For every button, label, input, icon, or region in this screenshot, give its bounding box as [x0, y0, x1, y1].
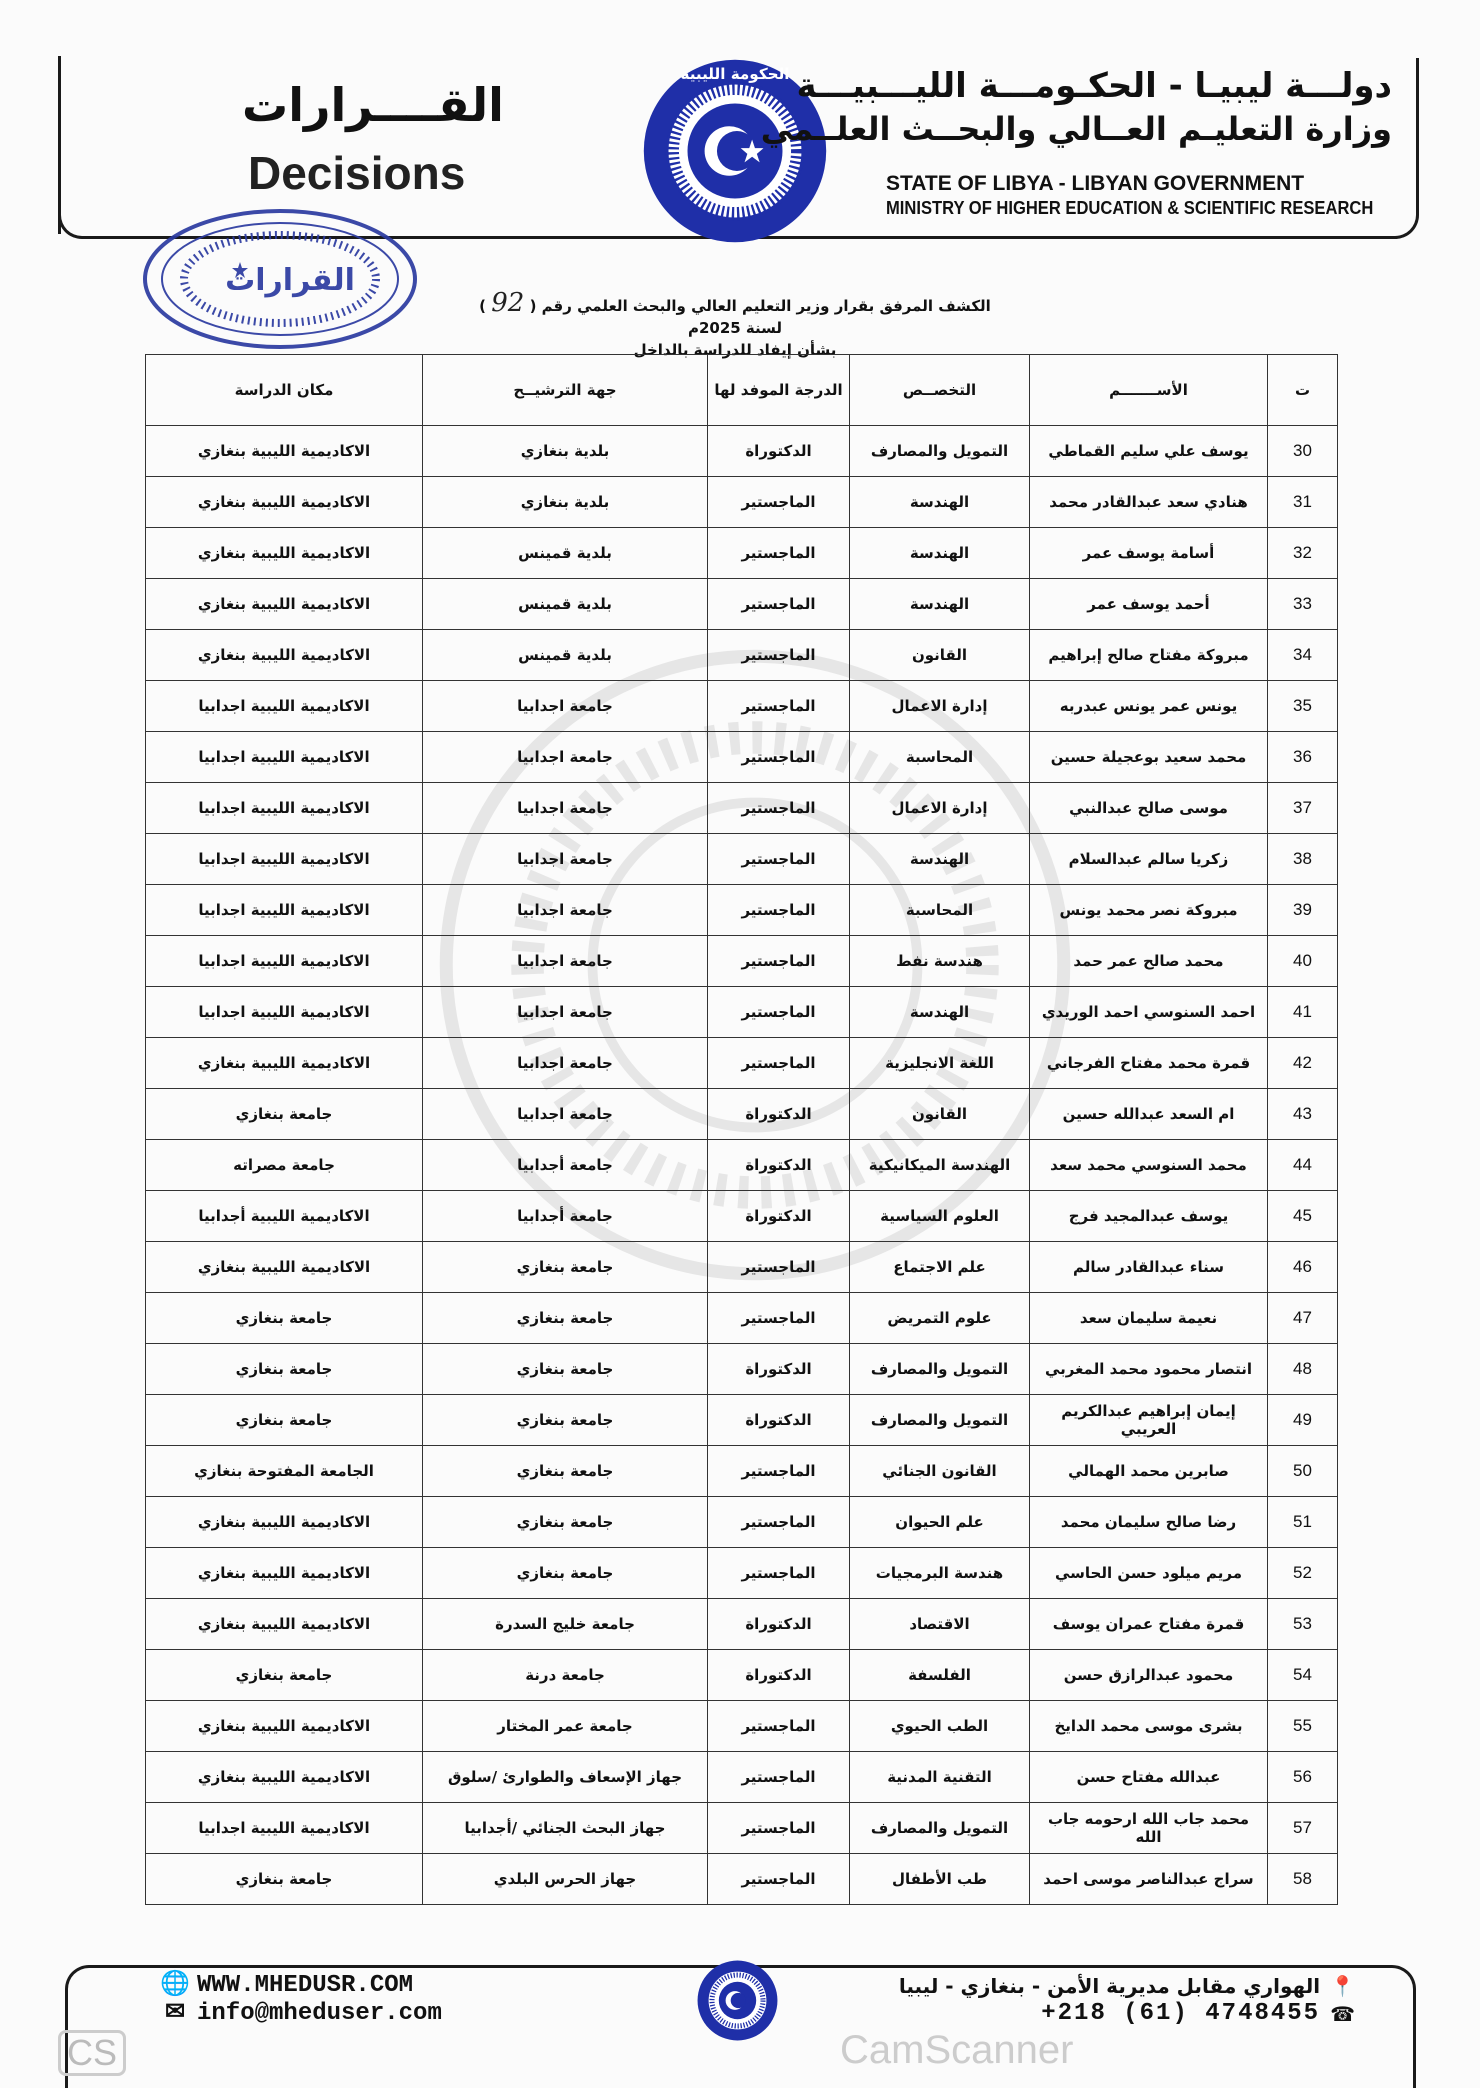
cell-degree: الماجستير — [708, 1548, 850, 1599]
cell-specialization: طب الأطفال — [850, 1854, 1030, 1905]
cell-study-place: جامعة بنغازي — [146, 1395, 423, 1446]
cell-specialization: القانون الجنائي — [850, 1446, 1030, 1497]
cell-degree: الدكتوراة — [708, 1650, 850, 1701]
table-row — [146, 936, 1338, 987]
cell-name: يوسف عبدالمجيد فرج — [1030, 1191, 1268, 1242]
cell-name: سناء عبدالقادر سالم — [1030, 1242, 1268, 1293]
cell-specialization: الهندسة — [850, 987, 1030, 1038]
cell-name: مريم ميلود حسن الحاسي — [1030, 1548, 1268, 1599]
cell-degree: الماجستير — [708, 783, 850, 834]
cell-index: 46 — [1268, 1242, 1338, 1293]
cell-degree: الماجستير — [708, 1293, 850, 1344]
table-row — [146, 885, 1338, 936]
cell-nominator: بلدية بنغازي — [423, 426, 708, 477]
cell-name: هنادي سعد عبدالقادر محمد — [1030, 477, 1268, 528]
cell-nominator: جامعة درنة — [423, 1650, 708, 1701]
caption-after: ) لسنة 2025م — [479, 297, 783, 337]
cell-name: صابرين محمد الهمالي — [1030, 1446, 1268, 1497]
cell-name: عبدالله مفتاح حسن — [1030, 1752, 1268, 1803]
cell-nominator: بلدية قمينس — [423, 630, 708, 681]
cell-index: 35 — [1268, 681, 1338, 732]
cell-degree: الماجستير — [708, 987, 850, 1038]
cell-study-place: جامعة بنغازي — [146, 1344, 423, 1395]
cell-study-place: الاكاديمية الليبية بنغازي — [146, 579, 423, 630]
cell-name: مبروكة مفتاح صالح إبراهيم — [1030, 630, 1268, 681]
address-row — [899, 1972, 1355, 2000]
cell-index: 52 — [1268, 1548, 1338, 1599]
cell-specialization: اللغة الانجليزية — [850, 1038, 1030, 1089]
cell-study-place: الاكاديمية الليبية اجدابيا — [146, 834, 423, 885]
email-link[interactable]: info@mheduser.com — [197, 2000, 442, 2027]
cell-study-place: الاكاديمية الليبية بنغازي — [146, 1599, 423, 1650]
ministry-arabic-title — [761, 66, 1392, 148]
cell-name: قمرة مفتاح عمران يوسف — [1030, 1599, 1268, 1650]
cell-name: رضا صالح سليمان محمد — [1030, 1497, 1268, 1548]
cell-study-place: الاكاديمية الليبية بنغازي — [146, 1242, 423, 1293]
website-link[interactable]: WWW.MHEDUSR.COM — [197, 1972, 414, 1999]
table-row — [146, 1344, 1338, 1395]
cell-name: أسامة يوسف عمر — [1030, 528, 1268, 579]
footer-address — [899, 1972, 1355, 2028]
cell-study-place: الاكاديمية الليبية بنغازي — [146, 477, 423, 528]
cell-specialization: المحاسبة — [850, 885, 1030, 936]
cell-degree: الماجستير — [708, 834, 850, 885]
cell-specialization: الهندسة — [850, 834, 1030, 885]
cell-index: 44 — [1268, 1140, 1338, 1191]
cell-name: محمد جاب الله ارحومه جاب الله — [1030, 1803, 1268, 1854]
caption-before: الكشف المرفق بقرار وزير التعليم العالي والبحث العلمي رقم ( — [529, 297, 991, 315]
cell-nominator: جامعة بنغازي — [423, 1344, 708, 1395]
cell-study-place: الاكاديمية الليبية بنغازي — [146, 1548, 423, 1599]
cell-index: 50 — [1268, 1446, 1338, 1497]
cell-index: 38 — [1268, 834, 1338, 885]
cell-nominator: جامعة عمر المختار — [423, 1701, 708, 1752]
globe-icon: 🌐 — [160, 1972, 190, 1999]
cell-degree: الماجستير — [708, 477, 850, 528]
table-row — [146, 732, 1338, 783]
cell-degree: الماجستير — [708, 1752, 850, 1803]
english-line1: STATE OF LIBYA - LIBYAN GOVERNMENT — [886, 172, 1305, 195]
table-row — [146, 1854, 1338, 1905]
cell-name: محمد سعيد بوعجيلة حسين — [1030, 732, 1268, 783]
cell-specialization: القانون — [850, 1089, 1030, 1140]
emblem-text: الحكومة الليبية — [680, 64, 790, 83]
decisions-title-arabic: القــــرارات — [242, 78, 504, 132]
cell-index: 41 — [1268, 987, 1338, 1038]
cell-index: 40 — [1268, 936, 1338, 987]
cell-name: ام السعد عبدالله حسين — [1030, 1089, 1268, 1140]
cell-study-place: الاكاديمية الليبية اجدابيا — [146, 732, 423, 783]
cell-degree: الماجستير — [708, 1446, 850, 1497]
cell-study-place: الاكاديمية الليبية بنغازي — [146, 1752, 423, 1803]
cell-degree: الماجستير — [708, 1854, 850, 1905]
cell-specialization: التقنية المدنية — [850, 1752, 1030, 1803]
table-row — [146, 1140, 1338, 1191]
table-row — [146, 1395, 1338, 1446]
cell-study-place: الاكاديمية الليبية اجدابيا — [146, 681, 423, 732]
cell-specialization: الهندسة — [850, 477, 1030, 528]
cell-name: محمد صالح عمر حمد — [1030, 936, 1268, 987]
stamp-text: القرارات — [225, 263, 355, 298]
cell-specialization: إدارة الاعمال — [850, 783, 1030, 834]
cell-name: نعيمة سليمان سعد — [1030, 1293, 1268, 1344]
table-row — [146, 579, 1338, 630]
cell-index: 51 — [1268, 1497, 1338, 1548]
table-row — [146, 783, 1338, 834]
phone-number: +218 (61) 4748455 — [1041, 2000, 1321, 2027]
document-caption — [470, 288, 1000, 361]
cell-nominator: جامعة بنغازي — [423, 1446, 708, 1497]
cell-index: 30 — [1268, 426, 1338, 477]
cell-specialization: التمويل والمصارف — [850, 426, 1030, 477]
cell-index: 45 — [1268, 1191, 1338, 1242]
cell-specialization: الاقتصاد — [850, 1599, 1030, 1650]
address-text: الهواري مقابل مديرية الأمن - بنغازي - ليبيا — [898, 1974, 1321, 1998]
cell-nominator: جامعة أجدابيا — [423, 1191, 708, 1242]
cell-nominator: جامعة اجدابيا — [423, 936, 708, 987]
table-row — [146, 1446, 1338, 1497]
cell-specialization: المحاسبة — [850, 732, 1030, 783]
cell-study-place: الاكاديمية الليبية بنغازي — [146, 1038, 423, 1089]
cell-degree: الدكتوراة — [708, 1089, 850, 1140]
cell-study-place: جامعة بنغازي — [146, 1854, 423, 1905]
cell-specialization: هندسة نفط — [850, 936, 1030, 987]
cell-index: 42 — [1268, 1038, 1338, 1089]
cell-degree: الماجستير — [708, 528, 850, 579]
cell-nominator: جامعة اجدابيا — [423, 834, 708, 885]
cell-nominator: جامعة أجدابيا — [423, 1140, 708, 1191]
cell-name: زكريا سالم عبدالسلام — [1030, 834, 1268, 885]
ministry-english-title — [886, 172, 1416, 219]
cell-nominator: جامعة اجدابيا — [423, 783, 708, 834]
cell-study-place: الاكاديمية الليبية بنغازي — [146, 630, 423, 681]
cell-index: 48 — [1268, 1344, 1338, 1395]
footer-emblem-icon — [690, 1958, 785, 2043]
cell-index: 57 — [1268, 1803, 1338, 1854]
table-row — [146, 1803, 1338, 1854]
table-row — [146, 426, 1338, 477]
cell-study-place: جامعة بنغازي — [146, 1089, 423, 1140]
cell-degree: الماجستير — [708, 1242, 850, 1293]
table-row — [146, 1191, 1338, 1242]
cell-study-place: الاكاديمية الليبية بنغازي — [146, 528, 423, 579]
cell-nominator: جهاز البحث الجنائي /أجدابيا — [423, 1803, 708, 1854]
cell-nominator: جامعة اجدابيا — [423, 1038, 708, 1089]
table-row — [146, 1599, 1338, 1650]
cell-nominator: جامعة خليج السدرة — [423, 1599, 708, 1650]
cell-specialization: التمويل والمصارف — [850, 1395, 1030, 1446]
cell-nominator: جامعة بنغازي — [423, 1242, 708, 1293]
cell-nominator: بلدية بنغازي — [423, 477, 708, 528]
decisions-title-english: Decisions — [248, 147, 466, 199]
cell-index: 47 — [1268, 1293, 1338, 1344]
caption-line2: بشأن إيفاد للدراسة بالداخل — [633, 341, 837, 359]
cell-degree: الدكتوراة — [708, 1599, 850, 1650]
table-row — [146, 1497, 1338, 1548]
cell-degree: الماجستير — [708, 885, 850, 936]
cell-specialization: الفلسفة — [850, 1650, 1030, 1701]
cell-specialization: العلوم السياسية — [850, 1191, 1030, 1242]
cell-nominator: جامعة بنغازي — [423, 1293, 708, 1344]
cell-name: احمد السنوسي احمد الوريدي — [1030, 987, 1268, 1038]
cell-specialization: علم الاجتماع — [850, 1242, 1030, 1293]
cell-nominator: جامعة بنغازي — [423, 1548, 708, 1599]
header-nominator: جهة الترشيــح — [423, 355, 708, 426]
cell-index: 56 — [1268, 1752, 1338, 1803]
cell-index: 32 — [1268, 528, 1338, 579]
cell-name: محمد السنوسي محمد سعد — [1030, 1140, 1268, 1191]
cell-study-place: الاكاديمية الليبية اجدابيا — [146, 987, 423, 1038]
cell-name: قمرة محمد مفتاح الفرجاني — [1030, 1038, 1268, 1089]
table-row — [146, 987, 1338, 1038]
cell-specialization: التمويل والمصارف — [850, 1803, 1030, 1854]
camscanner-badge: CS — [58, 2030, 126, 2076]
camscanner-watermark: CamScanner — [840, 2028, 1074, 2072]
cell-index: 37 — [1268, 783, 1338, 834]
cell-specialization: هندسة البرمجيات — [850, 1548, 1030, 1599]
cell-study-place: الاكاديمية الليبية اجدابيا — [146, 936, 423, 987]
english-line2: MINISTRY OF HIGHER EDUCATION & SCIENTIFIC RESEARCH — [886, 198, 1374, 218]
cell-index: 34 — [1268, 630, 1338, 681]
table-row — [146, 1701, 1338, 1752]
cell-nominator: جهاز الإسعاف والطوارئ /سلوق — [423, 1752, 708, 1803]
cell-specialization: علوم التمريض — [850, 1293, 1030, 1344]
cell-index: 55 — [1268, 1701, 1338, 1752]
cell-degree: الماجستير — [708, 732, 850, 783]
arabic-line1: دولـــة ليبيـا - الحكـومـــة الليـــبيـــة — [796, 66, 1392, 106]
cell-name: بشرى موسى محمد الدايخ — [1030, 1701, 1268, 1752]
cell-name: مبروكة نصر محمد يونس — [1030, 885, 1268, 936]
cell-nominator: جامعة بنغازي — [423, 1497, 708, 1548]
cell-index: 58 — [1268, 1854, 1338, 1905]
mail-icon: ✉ — [164, 2000, 186, 2027]
cell-index: 53 — [1268, 1599, 1338, 1650]
cell-name: سراج عبدالناصر موسى احمد — [1030, 1854, 1268, 1905]
cell-index: 31 — [1268, 477, 1338, 528]
table-row — [146, 1038, 1338, 1089]
cell-study-place: الجامعة المفتوحة بنغازي — [146, 1446, 423, 1497]
cell-index: 39 — [1268, 885, 1338, 936]
cell-name: محمود عبدالرازق حسن — [1030, 1650, 1268, 1701]
cell-index: 49 — [1268, 1395, 1338, 1446]
header-degree: الدرجة الموفد لها — [708, 355, 850, 426]
website-row — [160, 1972, 442, 2000]
cell-degree: الماجستير — [708, 681, 850, 732]
cell-name: موسى صالح عبدالنبي — [1030, 783, 1268, 834]
cell-specialization: علم الحيوان — [850, 1497, 1030, 1548]
footer-contacts — [160, 1972, 442, 2028]
cell-study-place: الاكاديمية الليبية بنغازي — [146, 1497, 423, 1548]
cell-specialization: الهندسة — [850, 579, 1030, 630]
cell-degree: الدكتوراة — [708, 426, 850, 477]
table-row — [146, 681, 1338, 732]
cell-study-place: الاكاديمية الليبية بنغازي — [146, 1701, 423, 1752]
cell-degree: الدكتوراة — [708, 1191, 850, 1242]
arabic-line2: وزارة التعليـم العــالي والبحــث العلــمي — [760, 110, 1392, 148]
cell-study-place: الاكاديمية الليبية اجدابيا — [146, 1803, 423, 1854]
table-row — [146, 834, 1338, 885]
cell-nominator: بلدية قمينس — [423, 528, 708, 579]
cell-study-place: الاكاديمية الليبية أجدابيا — [146, 1191, 423, 1242]
location-pin-icon: 📍 — [1330, 1974, 1355, 1998]
table-row — [146, 477, 1338, 528]
decision-number: 92 — [491, 288, 525, 318]
caption-line1 — [470, 288, 1000, 339]
table-row — [146, 1752, 1338, 1803]
cell-name: يوسف علي سليم القماطي — [1030, 426, 1268, 477]
cell-degree: الدكتوراة — [708, 1395, 850, 1446]
cell-degree: الماجستير — [708, 1497, 850, 1548]
header-specialization: التخصــص — [850, 355, 1030, 426]
cell-nominator: جامعة بنغازي — [423, 1395, 708, 1446]
phone-icon: ☎ — [1330, 2002, 1355, 2026]
cell-degree: الماجستير — [708, 936, 850, 987]
cell-nominator: جهاز الحرس البلدي — [423, 1854, 708, 1905]
cell-index: 54 — [1268, 1650, 1338, 1701]
table-header-row — [146, 355, 1338, 426]
cell-study-place: الاكاديمية الليبية اجدابيا — [146, 885, 423, 936]
cell-name: أحمد يوسف عمر — [1030, 579, 1268, 630]
cell-degree: الدكتوراة — [708, 1344, 850, 1395]
cell-degree: الماجستير — [708, 1701, 850, 1752]
cell-study-place: جامعة بنغازي — [146, 1650, 423, 1701]
cell-specialization: التمويل والمصارف — [850, 1344, 1030, 1395]
email-row — [165, 2000, 442, 2028]
table-row — [146, 1548, 1338, 1599]
cell-name: يونس عمر يونس عبدربه — [1030, 681, 1268, 732]
header-index: ت — [1268, 355, 1338, 426]
cell-nominator: جامعة اجدابيا — [423, 885, 708, 936]
cell-nominator: جامعة اجدابيا — [423, 987, 708, 1038]
cell-degree: الماجستير — [708, 579, 850, 630]
cell-study-place: الاكاديمية الليبية بنغازي — [146, 426, 423, 477]
cell-specialization: الهندسة الميكانيكية — [850, 1140, 1030, 1191]
cell-nominator: جامعة اجدابيا — [423, 732, 708, 783]
decisions-stamp-icon — [140, 206, 420, 352]
cell-degree: الماجستير — [708, 630, 850, 681]
table-row — [146, 1650, 1338, 1701]
cell-nominator: جامعة اجدابيا — [423, 1089, 708, 1140]
table-row — [146, 630, 1338, 681]
cell-specialization: إدارة الاعمال — [850, 681, 1030, 732]
cell-specialization: الطب الحيوي — [850, 1701, 1030, 1752]
table-row — [146, 1242, 1338, 1293]
cell-specialization: الهندسة — [850, 528, 1030, 579]
cell-nominator: بلدية قمينس — [423, 579, 708, 630]
cell-study-place: جامعة بنغازي — [146, 1293, 423, 1344]
cell-name: إيمان إبراهيم عبدالكريم العريبي — [1030, 1395, 1268, 1446]
cell-degree: الماجستير — [708, 1803, 850, 1854]
cell-study-place: جامعة مصراته — [146, 1140, 423, 1191]
header-study-place: مكان الدراسة — [146, 355, 423, 426]
table-row — [146, 1293, 1338, 1344]
cell-index: 33 — [1268, 579, 1338, 630]
cell-specialization: القانون — [850, 630, 1030, 681]
cell-degree: الدكتوراة — [708, 1140, 850, 1191]
table-row — [146, 528, 1338, 579]
cell-index: 43 — [1268, 1089, 1338, 1140]
cell-study-place: الاكاديمية الليبية اجدابيا — [146, 783, 423, 834]
cell-name: انتصار محمود محمد المغربي — [1030, 1344, 1268, 1395]
cell-index: 36 — [1268, 732, 1338, 783]
nominees-table — [145, 354, 1338, 1905]
cell-degree: الماجستير — [708, 1038, 850, 1089]
table-row — [146, 1089, 1338, 1140]
cell-nominator: جامعة اجدابيا — [423, 681, 708, 732]
phone-row — [899, 2000, 1355, 2028]
header-name: الأســـــــم — [1030, 355, 1268, 426]
